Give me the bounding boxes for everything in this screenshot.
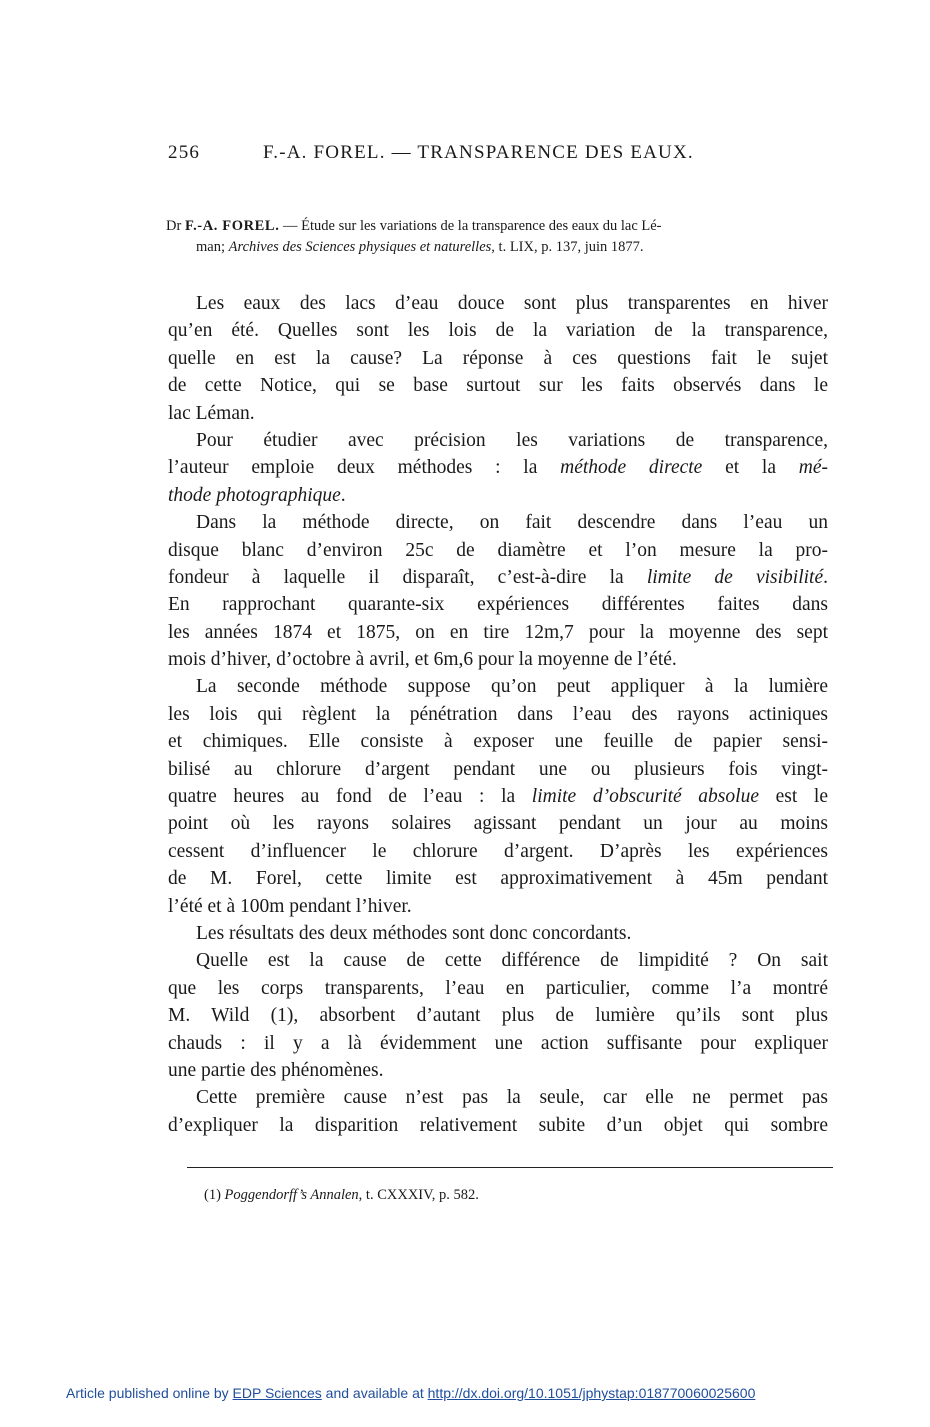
reference-line-1	[166, 216, 822, 237]
text-run: .	[823, 566, 829, 588]
text-run: fondeur à laquelle il disparaît, c’est-à-dire la	[168, 566, 647, 588]
doi-link[interactable]: http://dx.doi.org/10.1051/jphystap:018770060025600	[427, 1385, 756, 1401]
text-line: les lois qui règlent la pénétration dans l’eau des rayons actiniques	[168, 703, 828, 725]
reference-line-2	[166, 237, 822, 258]
text-line: mois d’hiver, d’octobre à avril, et 6m,6 pour la moyenne de l’été.	[168, 649, 677, 671]
text-line: Les eaux des lacs d’eau douce sont plus transparentes en hiver	[196, 293, 828, 314]
reference-journal: Archives des Sciences physiques et naturelles	[228, 239, 492, 255]
text-line: les années 1874 et 1875, on en tire 12m,7 pour la moyenne des sept	[168, 621, 828, 643]
emphasis-photo-method-start: mé-	[798, 457, 828, 479]
running-header	[168, 142, 728, 166]
reference-author: F.-A. FOREL.	[184, 218, 280, 234]
reference-citation: , t. LIX, p. 137, juin 1877.	[491, 239, 644, 255]
text-line: une partie des phénomènes.	[168, 1059, 384, 1081]
paragraph-2	[168, 427, 828, 509]
text-line: disque blanc d’environ 25c de diamètre et l’on mesure la pro-	[168, 539, 828, 561]
text-line	[168, 783, 828, 810]
bibliographic-reference	[166, 216, 822, 258]
text-line	[168, 482, 828, 509]
text-run: l’auteur emploie deux méthodes : la	[168, 457, 561, 479]
publisher-prefix: Article published online by	[66, 1385, 233, 1401]
text-line	[168, 454, 828, 481]
publisher-link[interactable]: EDP Sciences	[232, 1385, 322, 1401]
emphasis-obscurity-limit: limite d’obscurité absolue	[531, 786, 759, 808]
text-run: .	[340, 484, 346, 506]
paragraph-4	[168, 673, 828, 920]
page-number: 256	[168, 142, 201, 163]
text-line: En rapprochant quarante-six expériences différentes faites dans	[168, 594, 828, 616]
paragraph-1	[168, 290, 828, 427]
text-line: qu’en été. Quelles sont les lois de la variation de la transparence,	[168, 320, 828, 342]
footnote-divider	[187, 1167, 833, 1168]
text-line: de cette Notice, qui se base surtout sur les faits observés dans le	[168, 375, 828, 397]
text-line: d’expliquer la disparition relativement subite d’un objet qui sombre	[168, 1114, 828, 1136]
footnote-source: Poggendorff’s Annalen	[224, 1187, 359, 1203]
text-line: et chimiques. Elle consiste à exposer une feuille de papier sensi-	[168, 731, 828, 753]
reference-text: man;	[196, 239, 229, 255]
paragraph-5	[168, 920, 828, 947]
paragraph-7	[168, 1084, 828, 1139]
emphasis-direct-method: méthode directe	[560, 457, 703, 479]
text-run: est le	[758, 786, 829, 808]
paragraph-6	[168, 947, 828, 1084]
text-run: et la	[702, 457, 799, 479]
text-line: cessent d’influencer le chlorure d’argent. D’après les expériences	[168, 840, 828, 862]
text-line: M. Wild (1), absorbent d’autant plus de lumière qu’ils sont plus	[168, 1005, 828, 1027]
footnote-citation: , t. CXXXIV, p. 582.	[358, 1187, 479, 1203]
text-line: La seconde méthode suppose qu’on peut appliquer à la lumière	[196, 676, 828, 698]
text-line: l’été et à 100m pendant l’hiver.	[168, 895, 412, 917]
text-line: de M. Forel, cette limite est approximativement à 45m pendant	[168, 868, 828, 890]
text-line: Pour étudier avec précision les variations de transparence,	[196, 429, 828, 451]
footnote-marker: (1)	[204, 1187, 225, 1203]
paragraph-3	[168, 509, 828, 673]
text-line: lac Léman.	[168, 402, 255, 424]
text-line	[168, 564, 828, 591]
text-run: quatre heures au fond de l’eau : la	[168, 786, 532, 808]
reference-author-prefix: Dr	[166, 218, 182, 234]
text-line: Cette première cause n’est pas la seule, car elle ne permet pas	[196, 1087, 828, 1109]
emphasis-photo-method-end: thode photographique	[168, 484, 341, 506]
running-title: F.-A. FOREL. — TRANSPARENCE DES EAUX.	[263, 142, 694, 163]
text-line: quelle en est la cause? La réponse à ces questions fait le sujet	[168, 347, 828, 369]
text-line: Dans la méthode directe, on fait descendre dans l’eau un	[196, 512, 828, 534]
text-line: point où les rayons solaires agissant pendant un jour au moins	[168, 813, 828, 835]
text-line: chauds : il y a là évidemment une action suffisante pour expliquer	[168, 1032, 828, 1054]
text-line: que les corps transparents, l’eau en particulier, comme l’a montré	[168, 977, 828, 999]
publisher-middle: and available at	[321, 1385, 428, 1401]
text-line: Les résultats des deux méthodes sont donc concordants.	[196, 922, 632, 944]
publisher-notice	[66, 1385, 755, 1401]
footnote	[204, 1187, 479, 1204]
article-body	[168, 290, 828, 1139]
reference-title: — Étude sur les variations de la transparence des eaux du lac Lé-	[279, 218, 662, 234]
text-line: bilisé au chlorure d’argent pendant une ou plusieurs fois vingt-	[168, 758, 828, 780]
emphasis-visibility-limit: limite de visibilité	[646, 566, 824, 588]
text-line: Quelle est la cause de cette différence de limpidité ? On sait	[196, 950, 828, 972]
